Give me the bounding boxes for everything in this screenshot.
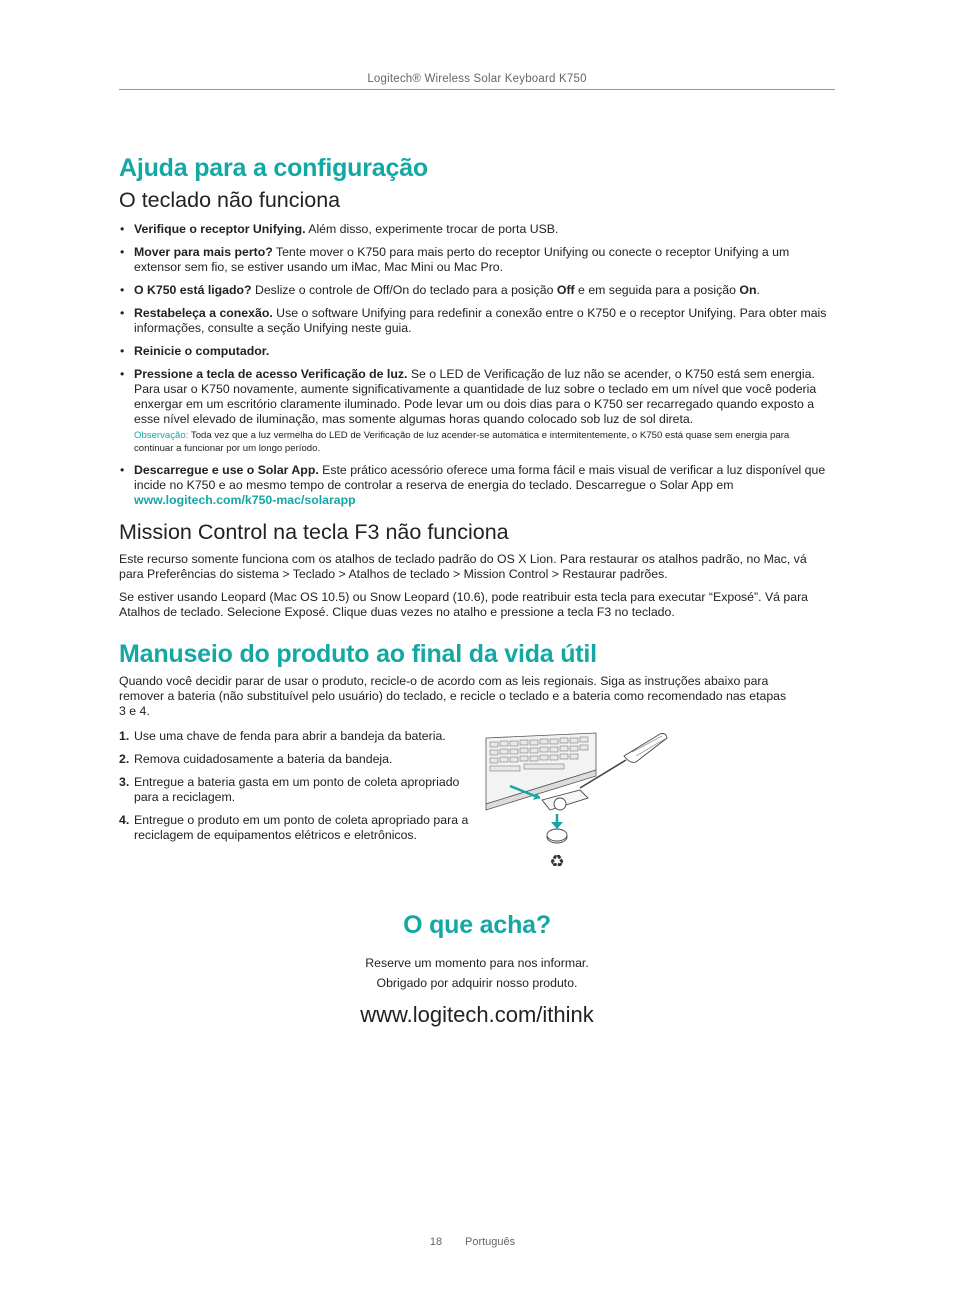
bullet-text: .	[756, 283, 760, 297]
bullet-lead: Pressione a tecla de acesso Verificação de luz.	[134, 367, 408, 381]
setup-title: Ajuda para a configuração	[119, 154, 428, 182]
note-text: Toda vez que a luz vermelha do LED de Verificação de luz acender-se automática e intermitentemente, o K750 está quase sem energia para continuar a funcionar por um longo período.	[134, 430, 790, 454]
bullet-text: Use o software Unifying para redefinir a conexão entre o K750 e o receptor Unifying. Para obter mais informações, consulte a seção Unifying neste guia.	[134, 306, 827, 335]
recycle-icon: ♻	[549, 852, 565, 872]
step-number: 3.	[119, 775, 130, 789]
header-rule	[119, 89, 835, 90]
feedback-line-2: Obrigado por adquirir nosso produto.	[376, 976, 578, 990]
note	[134, 429, 831, 455]
on-label: On	[739, 283, 757, 297]
setup-subtitle: O teclado não funciona	[119, 188, 341, 212]
bullet-text: Deslize o controle de Off/On do teclado para a posição	[251, 283, 557, 297]
bullet-dot: •	[120, 222, 125, 236]
step-item	[119, 775, 471, 805]
eol-title: Manuseio do produto ao final da vida útil	[119, 640, 597, 668]
bullet-item	[119, 283, 831, 298]
battery-tray-illustration	[542, 790, 588, 810]
bullet-text: Tente mover o K750 para mais perto do receptor Unifying ou conecte o receptor Unifying a um extensor sem fio, se estiver usando um iMac, Mac Mini ou Mac Pro.	[134, 245, 790, 274]
bullet-text: Além disso, experimente trocar de porta USB.	[305, 222, 559, 236]
bullet-item	[119, 463, 831, 508]
battery-removal-illustration	[484, 730, 674, 872]
eol-steps	[119, 729, 471, 851]
mission-paragraph-2: Se estiver usando Leopard (Mac OS 10.5) ou Snow Leopard (10.6), pode reatribuir esta tecla para executar “Exposé”. Vá para Atalhos de teclado. Selecione Exposé. Clique duas vezes no atalho e pressione a tecla F3 no teclado.	[119, 590, 809, 619]
bullet-dot: •	[120, 306, 125, 320]
bullet-dot: •	[120, 283, 125, 297]
bullet-item	[119, 306, 831, 336]
bullet-text: Este prático acessório oferece uma forma fácil e mais visual de verificar a luz disponível que incide no K750 e ao mesmo tempo de controlar a reserva de energia do teclado. Descarregue o Solar App em	[134, 463, 826, 492]
arrow-down-head	[551, 822, 563, 829]
step-number: 1.	[119, 729, 130, 743]
bullet-lead: Verifique o receptor Unifying.	[134, 222, 306, 236]
step-text: Entregue a bateria gasta em um ponto de coleta apropriado para a reciclagem.	[134, 775, 460, 804]
bullet-dot: •	[120, 245, 125, 259]
step-item	[119, 752, 471, 767]
bullet-item	[119, 245, 831, 275]
feedback-line-1: Reserve um momento para nos informar.	[365, 956, 589, 970]
solar-app-link[interactable]: www.logitech.com/k750-mac/solarapp	[134, 493, 356, 507]
setup-bullet-list	[119, 222, 831, 516]
step-item	[119, 813, 471, 843]
feedback-url[interactable]: www.logitech.com/ithink	[360, 1002, 594, 1027]
step-text: Remova cuidadosamente a bateria da bandeja.	[134, 752, 393, 766]
bullet-dot: •	[120, 463, 125, 477]
mission-paragraph-1: Este recurso somente funciona com os atalhos de teclado padrão do OS X Lion. Para restaurar os atalhos padrão, no Mac, vá para Preferências do sistema > Teclado > Atalhos de teclado > Mission Control > Restaurar padrões.	[119, 552, 807, 581]
eol-intro: Quando você decidir parar de usar o produto, recicle-o de acordo com as leis regionais. Siga as instruções abaixo para remover a bateria (não substituível pelo usuário) do teclado, e recicle o teclado e a bateria como recomendado nas etapas 3 e 4.	[119, 674, 787, 718]
bullet-text: Se o LED de Verificação de luz não se acender, o K750 está sem energia. Para usar o K750 novamente, aumente significativamente a quantidade de luz sobre o teclado em um nível que você poderia enxergar em um escritório claramente iluminado. Pode levar um ou dois dias para o K750 ser recarregado quando exposto a esse nível elevado de iluminação, mas somente algumas horas quando colocado sob luz de sol direta.	[134, 367, 817, 426]
bullet-lead: Reinicie o computador.	[134, 344, 270, 358]
off-label: Off	[556, 283, 575, 297]
step-number: 2.	[119, 752, 130, 766]
bullet-lead: O K750 está ligado?	[134, 283, 252, 297]
bullet-lead: Descarregue e use o Solar App.	[134, 463, 319, 477]
step-text: Use uma chave de fenda para abrir a bandeja da bateria.	[134, 729, 446, 743]
bullet-lead: Mover para mais perto?	[134, 245, 273, 259]
step-number: 4.	[119, 813, 130, 827]
page-number: 18	[429, 1236, 443, 1248]
mission-title: Mission Control na tecla F3 não funciona	[119, 520, 509, 544]
coin-battery-illustration	[547, 829, 567, 843]
bullet-item	[119, 222, 831, 237]
running-header: Logitech® Wireless Solar Keyboard K750	[367, 73, 587, 85]
step-item	[119, 729, 471, 744]
bullet-dot: •	[120, 367, 125, 381]
bullet-dot: •	[120, 344, 125, 358]
note-label: Observação:	[134, 430, 189, 441]
footer-language: Português	[465, 1236, 516, 1248]
mission-body	[119, 552, 819, 628]
bullet-item	[119, 344, 831, 359]
step-text: Entregue o produto em um ponto de coleta apropriado para a reciclagem de equipamentos elétricos e eletrônicos.	[134, 813, 469, 842]
feedback-title: O que acha?	[403, 911, 551, 939]
bullet-text: e em seguida para a posição	[574, 283, 740, 297]
bullet-item	[119, 367, 831, 455]
bullet-lead: Restabeleça a conexão.	[134, 306, 273, 320]
